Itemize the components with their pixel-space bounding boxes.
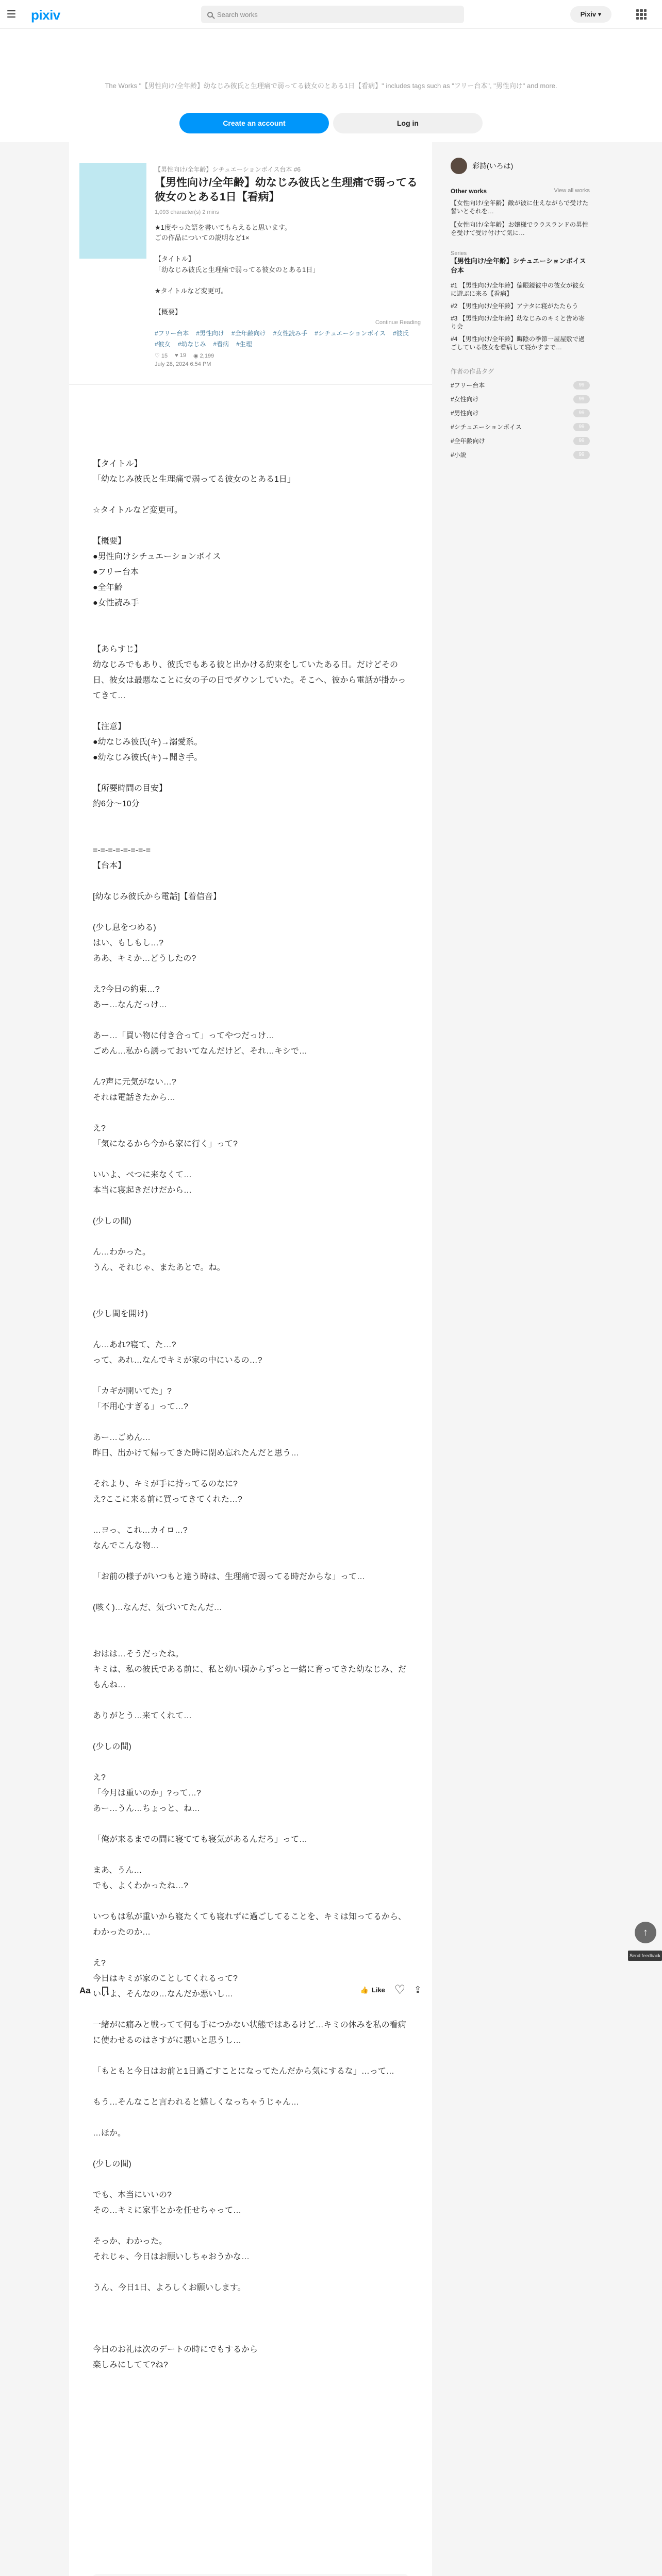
- body-line: [93, 1229, 409, 1245]
- banner-text: The Works "【男性向け/全年齢】幼なじみ彼氏と生理痛で弱ってる彼女のとある1日【看病】" includes tags such as "フリー台本", "男性向け" and more.: [105, 82, 557, 90]
- body-line: いいよ、そんなの…なんだか悪いし…: [93, 1990, 234, 1998]
- search-placeholder: Search works: [217, 10, 258, 19]
- apps-grid-icon[interactable]: [636, 9, 647, 20]
- body-line: でも、本当にいいの?: [93, 2191, 172, 2199]
- font-size-button[interactable]: Aa: [79, 1986, 91, 1995]
- divider: [69, 384, 432, 385]
- body-line: [93, 1507, 409, 1523]
- body-line: [93, 1368, 409, 1384]
- body-line: ありがとう…来てくれて…: [93, 1711, 192, 1720]
- body-line: [93, 905, 409, 920]
- body-line: はい、もしもし…?: [93, 939, 163, 947]
- author-tag-item[interactable]: [451, 381, 590, 389]
- body-line: 「カギが開いてた」?: [93, 1387, 172, 1396]
- sidebar: [451, 158, 590, 464]
- body-line: [93, 827, 409, 843]
- body-line: ☆タイトルなど変更可。: [93, 506, 183, 515]
- body-line: [93, 2311, 409, 2327]
- author-tag-list: [451, 381, 590, 459]
- body-line: ●全年齢: [93, 583, 123, 592]
- caption-line: 【概要】: [155, 308, 182, 316]
- menu-icon[interactable]: [7, 10, 15, 18]
- body-line: [93, 1848, 409, 1863]
- body-line: キミは、私の彼氏である前に、私と幼い頃からずっと一緒に育ってきた幼なじみ、だもんね…: [93, 1665, 407, 1689]
- create-account-button[interactable]: Create an account: [179, 113, 329, 133]
- like-button[interactable]: 👍 Like: [360, 1986, 385, 1994]
- body-line: [93, 2172, 409, 2188]
- body-line: 昨日、出かけて帰ってきた時に閉め忘れたんだと思う…: [93, 1449, 300, 1458]
- body-line: 【概要】: [93, 537, 126, 546]
- body-line: 【タイトル】: [93, 460, 142, 468]
- body-line: …ほか。: [93, 2129, 126, 2138]
- other-work-link[interactable]: 【女性向け/全年齢】敵が彼に仕えながらで受けた誓いとそれを…: [451, 199, 589, 215]
- body-line: 「気になるから今から家に行く」って?: [93, 1140, 238, 1148]
- body-line: [93, 1940, 409, 1956]
- body-line: [93, 1152, 409, 1167]
- body-line: え?今日の約束…?: [93, 985, 160, 994]
- tag-link[interactable]: #看病: [213, 341, 229, 348]
- body-line: 「幼なじみ彼氏と生理痛で弱ってる彼女のとある1日」: [93, 475, 295, 484]
- body-line: それより、キミが手に持ってるのなに?: [93, 1480, 238, 1488]
- body-line: まあ、うん…: [93, 1866, 142, 1875]
- series-episode-link[interactable]: #1 【男性向け/全年齢】偏眼鏡彼中の彼女が彼女に遊ぶに来る【看病】: [451, 282, 585, 297]
- author-tag-count: 99: [573, 409, 590, 417]
- body-line: [幼なじみ彼氏から電話]【着信音】: [93, 892, 221, 901]
- sidebar-author-name[interactable]: 彩詩(いろは): [472, 162, 514, 170]
- novel-cover: [79, 163, 146, 259]
- author-tag-item[interactable]: [451, 409, 590, 417]
- body-line: いいよ、べつに来なくて…: [93, 1171, 192, 1179]
- body-line: え?ここに来る前に買ってきてくれた…?: [93, 1495, 242, 1504]
- body-line: あー…うん…ちょっと、ね…: [93, 1804, 201, 1813]
- continue-reading-link[interactable]: Continue Reading: [375, 319, 421, 326]
- author-tag-name: #シチュエーションボイス: [451, 423, 522, 431]
- tag-link[interactable]: #フリー台本: [155, 330, 189, 337]
- body-line: ●フリー台本: [93, 568, 139, 577]
- body-line: ●女性読み手: [93, 599, 139, 607]
- body-line: え?: [93, 1124, 106, 1133]
- tag-list: [155, 329, 421, 348]
- work-title: 【男性向け/全年齢】幼なじみ彼氏と生理痛で弱ってる彼女のとある1日【看病】: [155, 177, 418, 204]
- body-line: その…キミに家事とかを任せちゃって…: [93, 2206, 242, 2215]
- body-line: いつもは私が重いから寝たくても寝れずに過ごしてることを、キミは知ってるから、わかったのか…: [93, 1912, 407, 1937]
- scroll-top-button[interactable]: ↑: [635, 1922, 656, 1943]
- pixiv-dropdown-button[interactable]: Pixiv ▾: [570, 6, 611, 23]
- share-icon[interactable]: ⇪: [413, 1985, 422, 1995]
- caption-line: ごの作品についての説明など1×: [155, 234, 250, 242]
- series-link[interactable]: 【男性向け/全年齢】シチュエーションボイス台本 #6: [155, 166, 301, 173]
- body-line: [93, 967, 409, 982]
- body-line: [93, 1755, 409, 1770]
- other-work-link[interactable]: 【女性向け/全年齢】お嬢様でララスランドの男性を受けて受け付けて気に…: [451, 221, 588, 236]
- caption-line: ★タイトルなど変更可。: [155, 286, 228, 295]
- body-line: おはは…そうだったね。: [93, 1650, 184, 1658]
- body-line: [93, 1461, 409, 1477]
- body-line: 楽しみにしてて?ね?: [93, 2361, 168, 2369]
- body-line: 【注意】: [93, 722, 126, 731]
- body-line: もう…そんなこと言われると嬉しくなっちゃうじゃん…: [93, 2098, 300, 2107]
- caption-line: 「幼なじみ彼氏と生理痛で弱ってる彼女のとある1日」: [155, 266, 320, 274]
- caption-line: [155, 276, 421, 286]
- body-line: [93, 1817, 409, 1832]
- heart-icon[interactable]: [394, 1986, 405, 1995]
- body-line: [93, 2327, 409, 2342]
- body-line: [93, 1106, 409, 1121]
- body-line: 「俺が来るまでの間に寝てても寝気があるんだろ」って…: [93, 1835, 308, 1844]
- author-tag-count: 99: [573, 451, 590, 459]
- like-count: ♡ 15: [155, 353, 168, 360]
- thumb-icon: 👍: [360, 1986, 369, 1994]
- body-line: [93, 1059, 409, 1075]
- body-line: え?: [93, 1773, 106, 1782]
- other-works-heading: Other works: [451, 188, 487, 195]
- body-line: [93, 1013, 409, 1028]
- body-line: ん?声に元気がない…?: [93, 1078, 176, 1087]
- body-line: 本当に寝起きだけだから…: [93, 1186, 192, 1195]
- author-tag-name: #フリー台本: [451, 382, 485, 389]
- novel-main: [69, 142, 432, 2576]
- body-line: [93, 2110, 409, 2126]
- body-line: [93, 1631, 409, 1647]
- reader-toolbar: [79, 1980, 422, 2001]
- author-tags-heading: 作者の作品タグ: [451, 368, 494, 375]
- body-line: [93, 1554, 409, 1569]
- body-line: (少し間を開け): [93, 1310, 148, 1318]
- work-stats: [155, 352, 421, 359]
- author-tag-name: #小説: [451, 451, 467, 459]
- caption-line: 【タイトル】: [155, 255, 195, 263]
- post-date: July 28, 2024 6:54 PM: [155, 361, 211, 368]
- novel-body: [93, 456, 409, 2373]
- body-line: [93, 812, 409, 827]
- body-line: [93, 626, 409, 642]
- series-episode-link[interactable]: #3 【男性向け/全年齢】幼なじみのキミと告め寄り会: [451, 315, 585, 330]
- series-episode-link[interactable]: #2 【男性向け/全年齢】アナタに寝がたたらう: [451, 302, 578, 310]
- tag-link[interactable]: #女性読み手: [273, 330, 308, 337]
- body-line: なんでこんな物…: [93, 1541, 159, 1550]
- caption-line: ★1度やった語を書いてもらえると思います。: [155, 223, 291, 231]
- body-line: [93, 1693, 409, 1708]
- body-line: [93, 2048, 409, 2064]
- body-line: 【所要時間の目安】: [93, 784, 168, 793]
- login-button[interactable]: Log in: [333, 113, 483, 133]
- body-line: (少しの間): [93, 1742, 131, 1751]
- signup-banner: [0, 29, 662, 142]
- character-count: 1,093 character(s) 2 mins: [155, 209, 219, 215]
- body-line: あー…「買い物に付き合って」ってやつだっけ…: [93, 1031, 275, 1040]
- tag-link[interactable]: #幼なじみ: [177, 341, 206, 348]
- sidebar-series-name[interactable]: 【男性向け/全年齢】シチュエーションボイス台本: [451, 257, 586, 274]
- caption: [155, 223, 421, 318]
- body-line: それじゃ、今日はお願いしちゃおうかな…: [93, 2252, 250, 2261]
- author-tag-item[interactable]: [451, 436, 590, 445]
- author-tag-count: 99: [573, 381, 590, 389]
- body-line: [93, 2002, 409, 2018]
- body-line: そっか、わかった。: [93, 2237, 168, 2246]
- body-line: [93, 518, 409, 534]
- body-line: (少しの間): [93, 2160, 131, 2168]
- body-line: でも、よくわかったね…?: [93, 1882, 188, 1890]
- author-tag-item[interactable]: [451, 422, 590, 431]
- tag-link[interactable]: #シチュエーションボイス: [315, 330, 386, 337]
- body-line: [93, 1415, 409, 1430]
- top-header: [0, 0, 662, 29]
- sidebar-view-all[interactable]: View all works: [554, 188, 590, 194]
- body-line: 約6分〜10分: [93, 800, 140, 808]
- pixiv-logo[interactable]: pixiv: [31, 7, 60, 23]
- body-line: 「今月は重いのか」?って…?: [93, 1789, 201, 1798]
- body-line: あー…ごめん…: [93, 1433, 151, 1442]
- body-line: [93, 1894, 409, 1909]
- body-line: [93, 611, 409, 626]
- author-tag-name: #全年齢向け: [451, 437, 485, 445]
- body-line: [93, 2296, 409, 2311]
- body-line: 今日のお礼は次のデートの時にでもするから: [93, 2345, 258, 2354]
- body-line: [93, 1276, 409, 1291]
- body-line: [93, 766, 409, 781]
- body-line: [93, 2218, 409, 2234]
- body-line: (少し息をつめる): [93, 923, 156, 932]
- body-line: [93, 487, 409, 503]
- tag-link[interactable]: #生理: [236, 341, 252, 348]
- search-icon: [207, 12, 213, 18]
- caption-line: [155, 244, 421, 254]
- body-line: え?: [93, 1959, 106, 1968]
- body-line: 【台本】: [93, 861, 126, 870]
- body-line: …ヨっ、これ…カイロ…?: [93, 1526, 188, 1535]
- body-line: [93, 1198, 409, 1214]
- body-line: ●幼なじみ彼氏(キ)→聞き手。: [93, 753, 203, 762]
- body-line: [93, 1291, 409, 1307]
- body-line: 【あらすじ】: [93, 645, 143, 654]
- body-line: 一緒がに痛みと戦ってて何も手につかない状態ではあるけど…キミの休みを私の看病に使わせるのはさすがに悪いと思うし…: [93, 2021, 406, 2045]
- body-line: ん…あれ?寝て、た…?: [93, 1341, 176, 1349]
- body-line: ん…わかった。: [93, 1248, 151, 1257]
- author-tag-name: #男性向け: [451, 410, 479, 417]
- body-line: 今日はキミが家のことしてくれるって?: [93, 1974, 238, 1983]
- author-tag-name: #女性向け: [451, 396, 479, 403]
- author-tag-item[interactable]: [451, 395, 590, 403]
- body-line: ああ、キミか…どうしたの?: [93, 954, 196, 963]
- search-input[interactable]: [201, 6, 464, 23]
- body-line: [93, 2141, 409, 2157]
- series-episode-link[interactable]: #4 【男性向け/全年齢】晦陰の季節一屋屋敷で過ごしている彼女を看病して寝かすまで…: [451, 335, 585, 351]
- body-line: [93, 1616, 409, 1631]
- body-line: って、あれ…なんでキミが家の中にいるの…?: [93, 1356, 262, 1365]
- body-line: [93, 874, 409, 889]
- body-line: うん、それじゃ、またあとで。ね。: [93, 1263, 225, 1272]
- sidebar-series-label: Series: [451, 250, 467, 257]
- body-line: 「お前の様子がいつもと違う時は、生理痛で弱ってる時だからな」って…: [93, 1572, 366, 1581]
- tag-link[interactable]: #男性向け: [196, 330, 224, 337]
- body-line: [93, 2265, 409, 2280]
- body-line: それは電話きたから…: [93, 1093, 176, 1102]
- bookmark-icon[interactable]: [102, 1987, 108, 1995]
- novel-meta: [155, 165, 421, 367]
- body-line: [93, 1724, 409, 1739]
- body-line: (少しの間): [93, 1217, 131, 1226]
- body-line: (咳く)…なんだ、気づいてたんだ…: [93, 1603, 222, 1612]
- author-tag-count: 99: [573, 437, 590, 445]
- view-count: ◉ 2,199: [193, 353, 214, 360]
- body-line: [93, 704, 409, 719]
- bookmark-count: ♥ 19: [175, 352, 187, 359]
- body-line: [93, 1322, 409, 1337]
- series-navigation: [93, 2574, 408, 2576]
- body-line: [93, 2079, 409, 2095]
- body-line: ごめん…私から誘っておいてなんだけど、それ…キシで…: [93, 1047, 307, 1056]
- body-line: [93, 1585, 409, 1600]
- body-line: あー…なんだっけ…: [93, 1001, 168, 1009]
- body-line: ●男性向けシチュエーションボイス: [93, 552, 221, 561]
- tag-link[interactable]: #彼氏: [392, 330, 409, 337]
- tag-link[interactable]: #全年齢向け: [231, 330, 266, 337]
- body-line: 「不用心すぎる」って…?: [93, 1402, 188, 1411]
- body-line: うん、今日1日、よろしくお願いします。: [93, 2283, 246, 2292]
- body-line: ●幼なじみ彼氏(キ)→溺愛系。: [93, 738, 203, 747]
- tag-link[interactable]: #彼女: [155, 341, 171, 348]
- author-tag-count: 99: [573, 423, 590, 431]
- body-line: 幼なじみでもあり、彼氏でもある彼と出かける約束をしていたある日。だけどその日、彼女は最悪なことに女の子の日でダウンしていた。そこへ、彼から電話が掛かってきて…: [93, 660, 406, 700]
- caption-line: [155, 297, 421, 307]
- author-tag-count: 99: [573, 395, 590, 403]
- body-line: 「もともと今日はお前と1日過ごすことになってたんだから気にするな」…って…: [93, 2067, 394, 2076]
- avatar[interactable]: [451, 158, 467, 174]
- feedback-button[interactable]: Send feedback: [628, 1951, 662, 1961]
- body-line: =-=-=-=-=-=-=-=: [93, 846, 151, 855]
- author-tag-item[interactable]: [451, 450, 590, 459]
